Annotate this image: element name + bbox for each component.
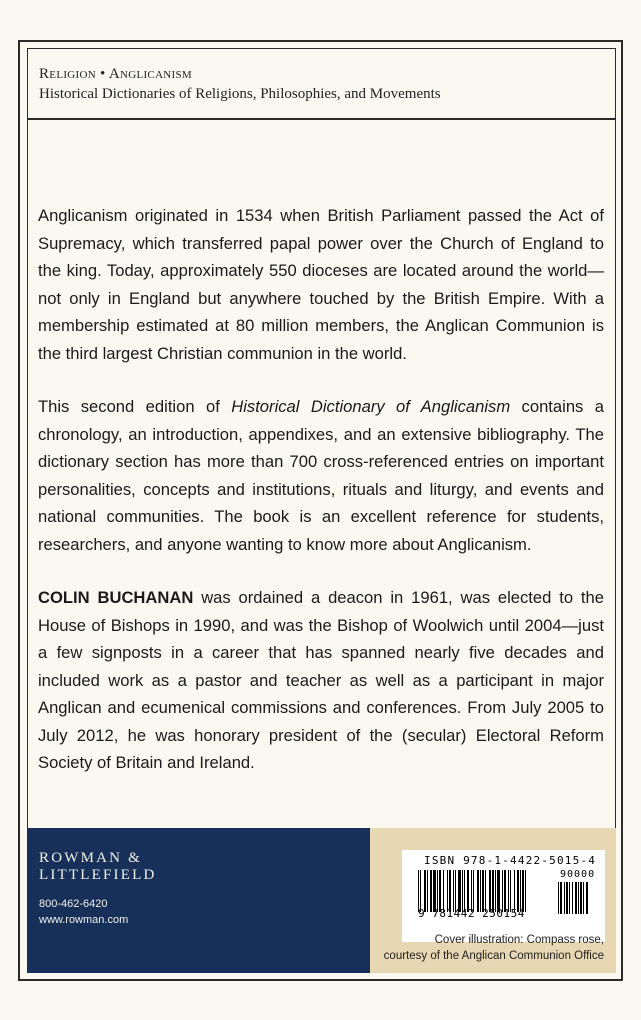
credit-line-1: Cover illustration: Compass rose,	[434, 934, 604, 946]
barcode-bar	[575, 882, 577, 914]
barcode-bar	[464, 870, 465, 912]
paragraph-intro: Anglicanism originated in 1534 when British Parliament passed the Act of Supremacy, which transferred papal power over the Church of England to the king. Today, approximately 550 dioceses are located around the world—not only in England but anywhere touched by the British Empire. With a membership estimated at 80 million members, the Anglican Communion is the third largest Christian communion in the world.	[38, 206, 604, 363]
publisher-phone: 800-462-6420	[39, 898, 108, 910]
barcode-bar	[560, 882, 562, 914]
barcode-bar	[485, 870, 486, 912]
barcode-bar	[427, 870, 428, 912]
barcode-bar	[471, 870, 472, 912]
barcode-bar	[517, 870, 519, 912]
author-name: COLIN BUCHANAN	[38, 588, 194, 607]
barcode-bar	[462, 870, 463, 912]
ean-barcode	[416, 870, 556, 912]
barcode-bar	[447, 870, 448, 912]
barcode-bar	[424, 870, 426, 912]
barcode-bar	[566, 882, 568, 914]
publisher-logo	[39, 850, 370, 884]
barcode-bar	[514, 870, 515, 912]
paragraph-book-description	[38, 393, 604, 558]
series-category: Religion • Anglicanism	[39, 66, 193, 82]
barcode-bar	[580, 882, 582, 914]
cover-illustration-credit	[374, 932, 604, 964]
author-bio-text: was ordained a deacon in 1961, was elected to the House of Bishops in 1990, and was the Bishop of Woolwich until 2004—just a few signposts in a career that has spanned nearly five decades and included work as a pastor and teacher as well as a participant in major Anglican and ecumenical commissions and conferences. From July 2005 to July 2012, he was honorary president of the (secular) Electoral Reform Society of Britain and Ireland.	[38, 588, 604, 772]
publisher-panel	[27, 828, 370, 973]
blurb	[38, 202, 604, 803]
barcode-bar	[455, 870, 456, 912]
barcode-bar	[477, 870, 479, 912]
barcode-bar	[520, 870, 521, 912]
barcode-bar	[508, 870, 509, 912]
isbn-text: ISBN 978-1-4422-5015-4	[424, 854, 597, 867]
barcode-bar	[453, 870, 454, 912]
barcode-bar	[430, 870, 432, 912]
barcode-bar	[420, 870, 421, 912]
description-prefix: This second edition of	[38, 397, 232, 416]
barcode-bar	[569, 882, 570, 914]
credit-line-2: courtesy of the Anglican Communion Office	[383, 950, 604, 962]
barcode-bar	[502, 870, 503, 912]
ean-digits: 9 781442 250154	[418, 907, 525, 920]
barcode-bar	[578, 882, 579, 914]
barcode-bar	[497, 870, 500, 912]
publisher-name-line-1: ROWMAN &	[39, 850, 143, 866]
barcode-bar	[564, 882, 565, 914]
publisher-name-line-2: LITTLEFIELD	[39, 867, 157, 883]
barcode-bar	[482, 870, 484, 912]
barcode-bar	[510, 870, 511, 912]
series-name: Historical Dictionaries of Religions, Philosophies, and Movements	[39, 86, 441, 102]
barcode-bar	[458, 870, 461, 912]
barcode-bar	[467, 870, 469, 912]
price-code: 90000	[560, 869, 596, 880]
barcode-bar	[489, 870, 491, 912]
book-title: Historical Dictionary of Anglicanism	[231, 397, 511, 416]
barcode-bar	[418, 870, 419, 912]
series-header	[27, 48, 616, 120]
publisher-website: www.rowman.com	[39, 914, 129, 926]
barcode-bar	[439, 870, 441, 912]
barcode-bar	[437, 870, 438, 912]
barcode-bar	[492, 870, 494, 912]
barcode-bar	[449, 870, 451, 912]
barcode-bar	[473, 870, 474, 912]
barcode-bar	[525, 870, 526, 912]
barcode-bar	[504, 870, 506, 912]
barcode-bar	[586, 882, 588, 914]
barcode-bar	[443, 870, 444, 912]
barcode-bar	[522, 870, 524, 912]
barcode-bar	[572, 882, 573, 914]
paragraph-author-bio	[38, 584, 604, 777]
publisher-contact	[39, 896, 370, 928]
barcode-bar	[558, 882, 559, 914]
addon-barcode	[556, 882, 602, 914]
barcode-label	[402, 850, 605, 942]
barcode-bar	[495, 870, 496, 912]
barcode-bar	[433, 870, 436, 912]
barcode-panel	[370, 828, 616, 973]
barcode-bar	[583, 882, 584, 914]
description-rest: contains a chronology, an introduction, appendixes, and an extensive bibliography. The dictionary section has more than 700 cross-referenced entries on important personalities, concepts and institutions, rituals and liturgy, and events and national communities. The book is an excellent reference for students, researchers, and anyone wanting to know more about Anglicanism.	[38, 397, 604, 554]
barcode-bar	[480, 870, 481, 912]
